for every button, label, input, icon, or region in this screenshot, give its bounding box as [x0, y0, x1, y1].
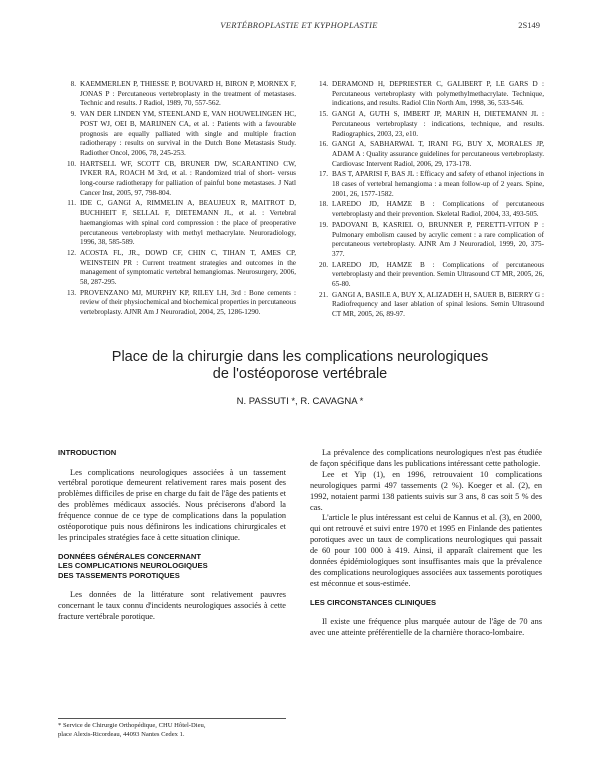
reference-item: 15. GANGI A, GUTH S, IMBERT JP, MARIN H, DIETEMANN JL : Percutaneous vertebroplasty : indications, technique, and results. Radiographics, 2003, 23, e10. [319, 110, 544, 138]
author-footnote: * Service de Chirurgie Orthopédique, CHU Hôtel-Dieu, place Alexis-Ricordeau, 44093 Nantes Cedex 1. [58, 718, 286, 739]
page-number: 2S149 [518, 20, 540, 30]
references-left-column [60, 80, 296, 319]
reference-item: 9. VAN DER LINDEN YM, STEENLAND E, VAN HOUWELINGEN HC, POST WJ, OEI B, MARIJNEN CA, et al. : Patients with a favourable prognosis are equally palliated with single and multiple fraction radiotherapy : results on survival in the Dutch Bone Metastasis Study. Radiother Oncol, 2006, 78, 245-253. [70, 110, 296, 157]
article-title-line1: Place de la chirurgie dans les complications neurologiques [111, 349, 489, 365]
reference-item: 16. GANGI A, SABHARWAL T, IRANI FG, BUY X, MORALES JP, ADAM A : Quality assurance guidelines for percutaneous vertebroplasty. Cardiovasc Intervent Radiol, 2006, 29, 173-178. [319, 140, 544, 168]
article-title-line2: de l'ostéoporose vertébrale [212, 366, 388, 382]
running-title: VERTÉBROPLASTIE ET KYPHOPLASTIE [220, 20, 378, 30]
reference-item: 13. PROVENZANO MJ, MURPHY KP, RILEY LH, 3rd : Bone cements : review of their physiochemical and biochemical properties in percutaneous vertebroplasty. AJNR Am J Neuroradiol, 2004, 25, 1286-1290. [67, 288, 296, 317]
reference-item: 18. LAREDO JD, HAMZE B : Complications of percutaneous vertebroplasty and their prevention. Skeletal Radiol, 2004, 33, 493-505. [319, 200, 544, 219]
paragraph-general-data: Les données de la littérature sont relativement pauvres concernant le taux connu d'incidents neurologiques associés à cette fracture vertébrale porotique. [58, 590, 286, 622]
reference-item: 11. IDE C, GANGI A, RIMMELIN A, BEAUJEUX R, MAITROT D, BUCHHEIT F, SELLAL F, DIETEMANN JL, et al. : Vertebral haemangiomas with spinal cord compression : the place of preoperative percutaneous vertebroplasty with methyl methacrylate. Neuroradiology, 1996, 38, 585-589. [67, 199, 296, 247]
article-title [58, 349, 542, 383]
reference-item: 19. PADOVANI B, KASRIEL O, BRUNNER P, PERETTI-VITON P : Pulmonary embolism caused by acrylic cement : a rare complication of percutaneous vertebroplasty. AJNR Am J Neuroradiol, 1999, 20, 375-377. [319, 220, 544, 258]
reference-item: 12. ACOSTA FL, JR., DOWD CF, CHIN C, TIHAN T, AMES CP, WEINSTEIN PR : Current treatment strategies and outcomes in the management of symptomatic vertebral hemangiomas. Neurosurgery, 2006, 58, 287-295. [67, 248, 296, 287]
article-authors: N. PASSUTI *, R. CAVAGNA * [236, 396, 364, 407]
references-right-column [312, 80, 544, 321]
section-heading-introduction: INTRODUCTION [58, 448, 117, 457]
reference-item: 10. HARTSELL WF, SCOTT CB, BRUNER DW, SCARANTINO CW, IVKER RA, ROACH M 3rd, et al. : Randomized trial of short- versus long-course radiotherapy for palliation of painful bone metastases. J Natl Cancer Inst, 2005, 97, 798-804. [67, 159, 296, 197]
section-heading-general-data: DONNÉES GÉNÉRALES CONCERNANT LES COMPLICATIONS NEUROLOGIQUES DES TASSEMENTS POROTIQUES [58, 551, 208, 580]
reference-item: 8. KAEMMERLEN P, THIESSE P, BOUVARD H, BIRON P, MORNEX F, JONAS P : Percutaneous vertebroplasty in the treatment of metastases. Technic and results. J Radiol, 1989, 70, 557-562. [70, 80, 296, 108]
paragraph-lee-yip: Lee et Yip (1), en 1996, retrouvaient 10 complications neurologiques parmi 497 tassements (2 %). Koeger et al. (2), en 1992, notaient parmi 138 patients suivis sur 3 ans, 8 cas soit 5 % des cas. [310, 469, 542, 512]
paragraph-clinical: Il existe une fréquence plus marquée autour de l'âge de 70 ans avec une atteinte préférentielle de la charnière thoraco-lombaire. [310, 617, 542, 638]
reference-item: 20. LAREDO JD, HAMZE B : Complications of percutaneous vertebroplasty and their prevention. Semin Ultrasound CT MR, 2005, 26, 65-80. [319, 260, 544, 289]
body-left-column [58, 448, 286, 623]
paragraph-kannus: L'article le plus intéressant est celui de Kannus et al. (3), en 2000, qui ont retrouvé et suivi entre 1970 et 1995 en Finlande des patientes porotiques avec un taux de complications neurologiques qui passait de 60 pour 100 000 à 419. Ainsi, il apparaît clairement que les données épidémiologiques sont insuffisantes mais que la prévalence des complications neurologiques associées aux tassements porotiques est méconnue et sous-estimée. [310, 513, 542, 588]
reference-item: 21. GANGI A, BASILE A, BUY X, ALIZADEH H, SAUER B, BIERRY G : Radiofrequency and laser ablation of spinal lesions. Semin Ultrasound CT MR, 2005, 26, 89-97. [319, 290, 544, 319]
reference-item: 14. DERAMOND H, DEPRIESTER C, GALIBERT P, LE GARS D : Percutaneous vertebroplasty with polymethylmethacrylate. Technique, indications, and results. Radiol Clin North Am, 1998, 36, 533-546. [319, 80, 544, 108]
body-right-column [310, 448, 542, 639]
section-heading-clinical: LES CIRCONSTANCES CLINIQUES [310, 597, 437, 607]
paragraph-introduction: Les complications neurologiques associées à un tassement vertébral porotique demeurent relativement rares mais posent des problèmes difficiles de prise en charge du fait de l'âge des patients et des problèmes médicaux associés. Nous préciserons d'abord la fréquence connue de ce type de complications dans la population ostéoporotique puis nous définirons les indications chirurgicales et les principales stratégies face à cette situation clinique. [58, 467, 286, 542]
paragraph-prevalence: La prévalence des complications neurologiques n'est pas étudiée de façon spécifique dans les publications intéressant cette pathologie. [310, 448, 542, 468]
reference-item: 17. BAS T, APARISI F, BAS JL : Efficacy and safety of ethanol injections in 18 cases of vertebral hemangioma : a mean follow-up of 2 years. Spine, 2001, 26, 1577-1582. [319, 170, 544, 198]
